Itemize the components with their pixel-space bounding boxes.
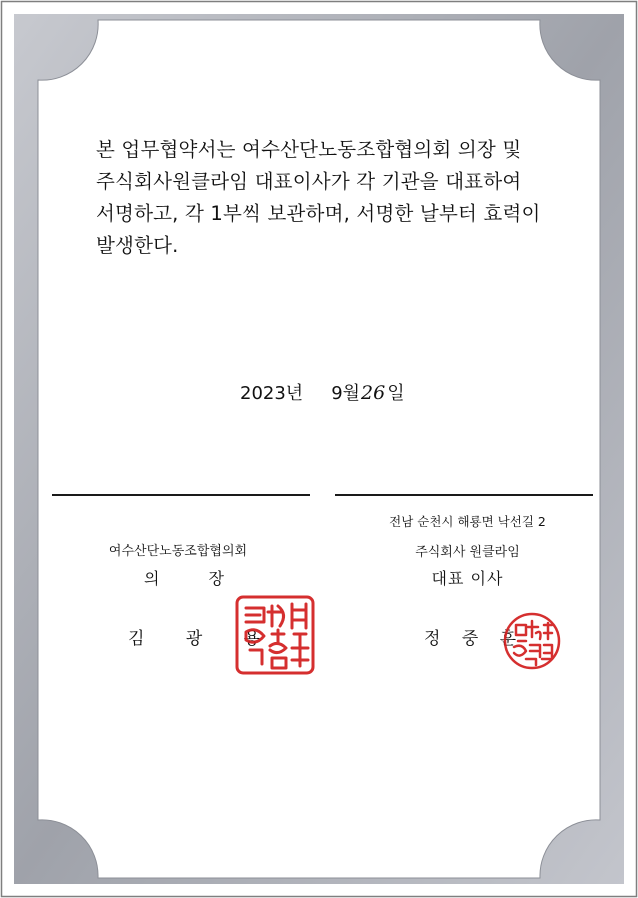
right-signature-rule	[335, 494, 593, 496]
left-signature-rule	[52, 494, 310, 496]
body-line-4: 발생한다.	[96, 234, 179, 257]
right-party-seal	[502, 611, 562, 671]
date-month: 9월	[331, 383, 361, 404]
right-party-title: 대표 이사	[431, 569, 504, 588]
left-party-organization: 여수산단노동조합협의회	[108, 544, 248, 559]
body-line-3: 서명하고, 각 1부씩 보관하며, 서명한 날부터 효력이	[96, 202, 541, 225]
left-party-seal	[232, 592, 318, 678]
agreement-body-text	[96, 134, 566, 262]
date-year: 2023년	[240, 383, 304, 404]
signing-date	[240, 379, 405, 405]
date-day-handwritten: 26	[361, 382, 386, 404]
left-party-name: 김 광 용	[128, 629, 279, 649]
date-day-suffix: 일	[387, 383, 405, 404]
body-line-1: 본 업무협약서는 여수산단노동조합협의회 의장 및	[96, 138, 522, 161]
right-party-organization: 주식회사 원클라임	[415, 545, 520, 560]
left-party-title: 의 장	[144, 569, 246, 588]
right-party-address: 전남 순천시 해룡면 낙선길 2	[389, 514, 546, 529]
right-party-name: 정 중 훈	[424, 629, 525, 649]
body-line-2: 주식회사원클라임 대표이사가 각 기관을 대표하여	[96, 170, 522, 193]
